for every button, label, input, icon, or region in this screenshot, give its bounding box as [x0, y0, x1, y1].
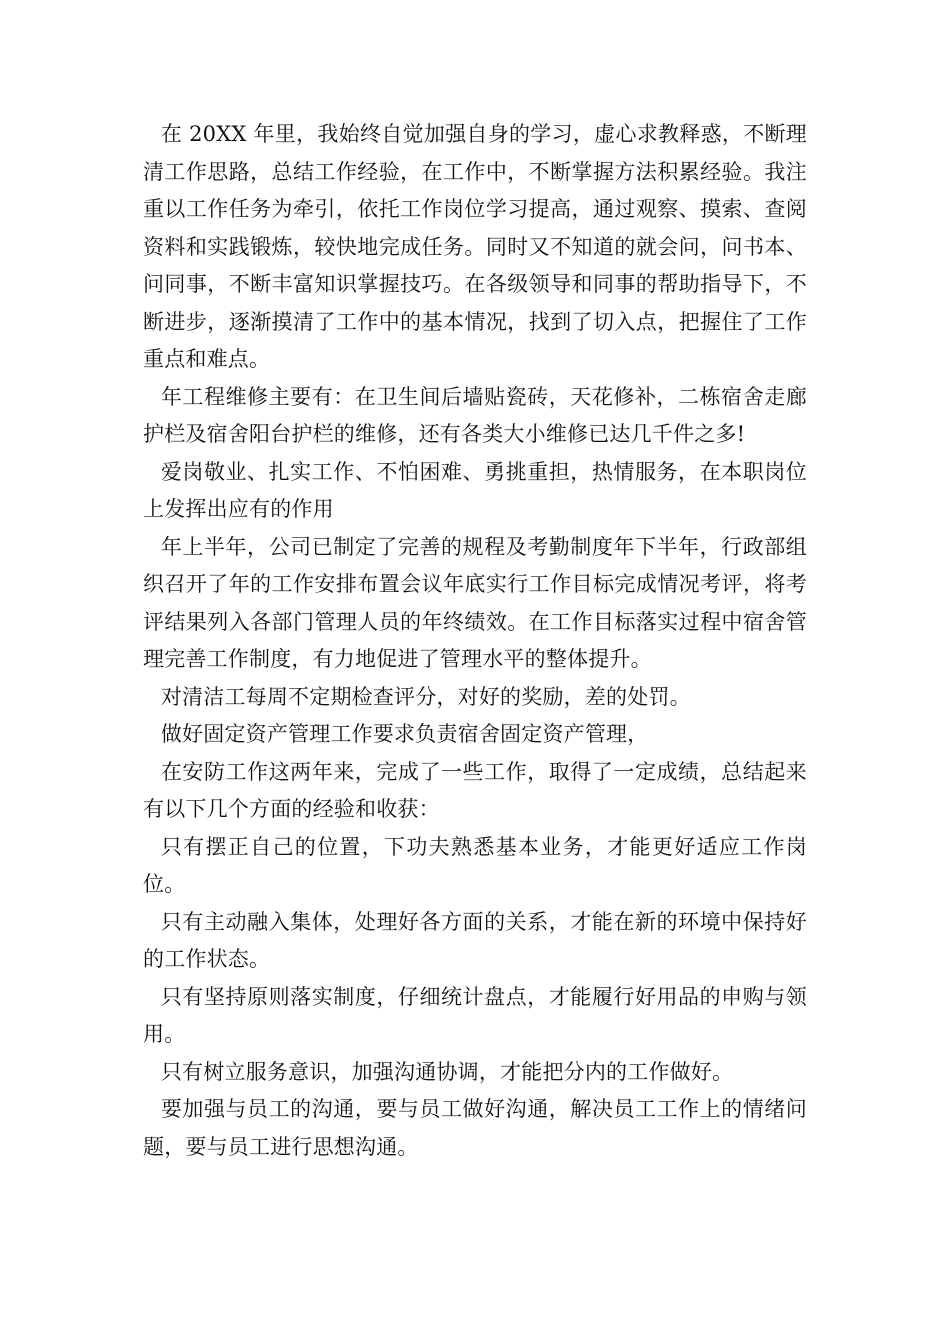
paragraph-study: 在 20XX 年里，我始终自觉加强自身的学习，虚心求教释惑，不断理清工作思路，总结工作经验，在工作中，不断掌握方法积累经验。我注重以工作任务为牵引，依托工作岗位学习提高，通过观察、摸索、查阅资料和实践锻炼，较快地完成任务。同时又不知道的就会问，问书本、问同事，不断丰富知识掌握技巧。在各级领导和同事的帮助指导下，不断进步，逐渐摸清了工作中的基本情况，找到了切入点，把握住了工作重点和难点。 [143, 122, 807, 371]
paragraph-assets: 做好固定资产管理工作要求负责宿舍固定资产管理， [160, 722, 649, 746]
paragraph-maintenance: 年工程维修主要有：在卫生间后墙贴瓷砖，天花修补，二栋宿舍走廊护栏及宿舍阳台护栏的维修，还有各类大小维修已达几千件之多! [143, 384, 807, 446]
paragraph-cleaning: 对清洁工每周不定期检查评分，对好的奖励，差的处罚。 [160, 684, 691, 709]
paragraph-security: 在安防工作这两年来，完成了一些工作，取得了一定成绩，总结起来有以下几个方面的经验和收获： [143, 759, 807, 821]
paragraph-communication: 要加强与员工的沟通，要与员工做好沟通，解决员工工作上的情绪问题，要与员工进行思想沟通。 [143, 1097, 807, 1159]
paragraph-position: 只有摆正自己的位置，下功夫熟悉基本业务，才能更好适应工作岗位。 [143, 834, 807, 896]
paragraph-dedication: 爱岗敬业、扎实工作、不怕困难、勇挑重担，热情服务，在本职岗位上发挥出应有的作用 [143, 459, 807, 521]
paragraph-team: 只有主动融入集体，处理好各方面的关系，才能在新的环境中保持好的工作状态。 [143, 909, 807, 971]
document-page [143, 116, 807, 1166]
paragraph-principles: 只有坚持原则落实制度，仔细统计盘点，才能履行好用品的申购与领用。 [143, 984, 807, 1046]
paragraph-regulations: 年上半年，公司已制定了完善的规程及考勤制度年下半年，行政部组织召开了年的工作安排布置会议年底实行工作目标完成情况考评，将考评结果列入各部门管理人员的年终绩效。在工作目标落实过程中宿舍管理完善工作制度，有力地促进了管理水平的整体提升。 [143, 534, 807, 671]
paragraph-service: 只有树立服务意识，加强沟通协调，才能把分内的工作做好。 [160, 1059, 734, 1084]
